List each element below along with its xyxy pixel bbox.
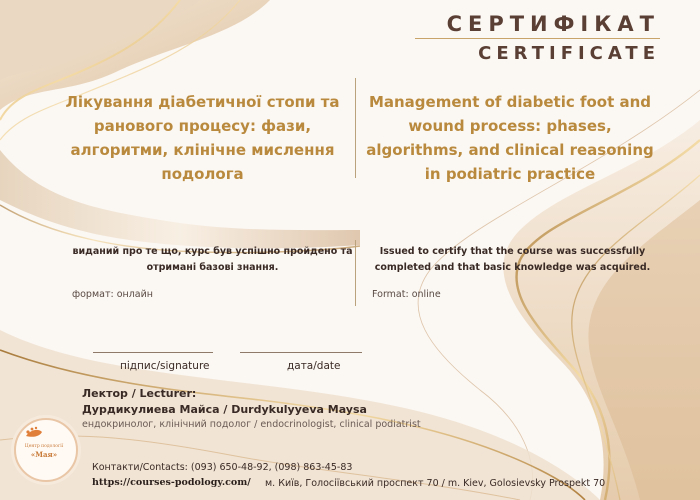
website-link[interactable]: https://courses-podology.com/ — [92, 477, 251, 488]
certificate-title-en: CERTIFICATE — [478, 43, 660, 64]
logo-text-line2: «Мая» — [30, 450, 58, 459]
signature-line — [93, 352, 213, 353]
format-en: Format: online — [372, 289, 441, 300]
title-divider — [415, 38, 660, 39]
course-title-en: Management of diabetic foot and wound process: phases, algorithms, and clinical reasoning in podiatric practice — [366, 93, 654, 183]
date-line — [240, 352, 362, 353]
lecturer-name: Дурдикулиева Майса / Durdykulyyeva Maysa — [82, 403, 367, 416]
signature-label: підпис/signature — [120, 360, 210, 372]
lecturer-heading: Лектор / Lecturer: — [82, 387, 197, 400]
statement-divider — [355, 240, 356, 306]
course-title-ua: Лікування діабетичної стопи та ранового процесу: фази, алгоритми, клінічне мислення подолога — [65, 93, 340, 183]
format-ua: формат: онлайн — [72, 289, 154, 300]
statement-ua: виданий про те що, курс був успішно пройдено та отримані базові знання. — [72, 246, 353, 273]
contacts: Контакти/Contacts: (093) 650-48-92, (098) 863-45-83 — [92, 462, 353, 473]
statement-en: Issued to certify that the course was successfully completed and that basic knowledge was acquired. — [374, 246, 651, 273]
logo-text-line1: Центр подології — [24, 444, 64, 449]
address: м. Київ, Голосіївський проспект 70 / m. Kiev, Golosievsky Prospekt 70 — [265, 478, 606, 489]
date-label: дата/date — [287, 360, 341, 372]
lecturer-role: ендокринолог, клінічний подолог / endocrinologist, clinical podiatrist — [82, 419, 421, 430]
course-divider — [355, 78, 356, 178]
certificate-title-ua: СЕРТИФІКАТ — [446, 12, 660, 36]
